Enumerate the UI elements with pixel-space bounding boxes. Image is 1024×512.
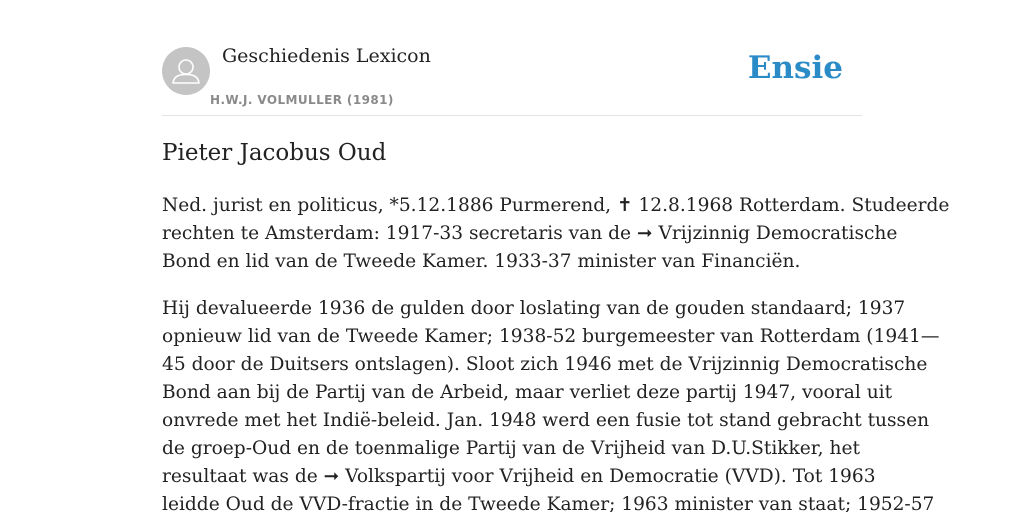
link-vvd[interactable]: ➞ Volkspartij voor Vrijheid en Democratie (VVD): [323, 466, 781, 487]
link-vrijzinnig-democratische-bond-continued[interactable]: Bond: [162, 251, 211, 272]
header: [162, 0, 862, 116]
link-vrijzinnig-democratische-bond[interactable]: ➞ Vrijzinnig Democratische: [636, 223, 898, 244]
paragraph-line: Hij devalueerde 1936 de gulden door loslating van de gouden standaard; 1937: [162, 298, 906, 319]
entry-paragraph-2: [162, 295, 940, 512]
paragraph-line: onvrede met het Indië-beleid. Jan. 1948 werd een fusie tot stand gebracht tussen: [162, 410, 930, 431]
paragraph-line: Ned. jurist en politicus, *5.12.1886 Purmerend, ✝ 12.8.1968 Rotterdam. Studeerde: [162, 195, 950, 216]
line-text: . Tot 1963: [780, 466, 876, 487]
avatar[interactable]: [162, 47, 210, 95]
entry-title: Pieter Jacobus Oud: [162, 140, 387, 166]
line-text: rechten te Amsterdam: 1917-33 secretaris van de: [162, 223, 637, 244]
paragraph-line: 45 door de Duitsers ontslagen). Sloot zich 1946 met de Vrijzinnig Democratische: [162, 354, 928, 375]
content-column: [162, 0, 950, 512]
paragraph-line: [162, 463, 876, 491]
paragraph-line: Bond aan bij de Partij van de Arbeid, maar verliet deze partij 1947, vooral uit: [162, 382, 893, 403]
paragraph-line: de groep-Oud en de toenmalige Partij van de Vrijheid van D.U.Stikker, het: [162, 438, 860, 459]
author-label: H.W.J. VOLMULLER (1981): [210, 93, 394, 107]
entry-paragraph-1: [162, 192, 950, 276]
paragraph-line: [162, 248, 868, 276]
paragraph-line: leidde Oud de VVD-fractie in de Tweede Kamer; 1963 minister van staat; 1952-57: [162, 494, 935, 512]
ensie-logo[interactable]: Ensie: [747, 50, 843, 86]
user-icon: [162, 47, 210, 95]
lexicon-title-link[interactable]: Geschiedenis Lexicon: [222, 45, 431, 67]
paragraph-line: opnieuw lid van de Tweede Kamer; 1938-52 burgemeester van Rotterdam (1941—: [162, 326, 940, 347]
line-text: en lid van de Tweede Kamer. 1933-37 minister van Financiën.: [210, 251, 801, 272]
paragraph-line: [162, 220, 898, 248]
line-text: resultaat was de: [162, 466, 324, 487]
